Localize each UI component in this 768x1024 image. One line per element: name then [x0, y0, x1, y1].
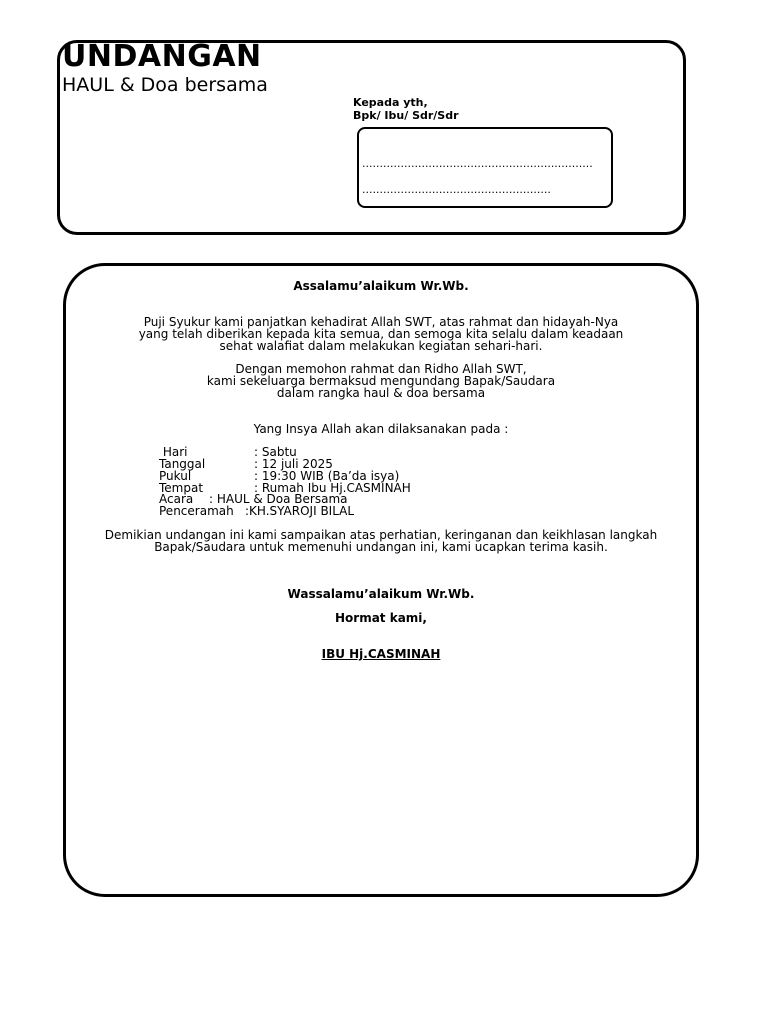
- event-intro: Yang Insya Allah akan dilaksanakan pada :: [253, 422, 509, 436]
- invitation-subtitle: HAUL & Doa bersama: [62, 74, 268, 96]
- detail-value-hari: : Sabtu: [254, 445, 297, 459]
- regards: Hormat kami,: [335, 611, 427, 625]
- para1-line1: Puji Syukur kami panjatkan kehadirat Allah SWT, atas rahmat dan hidayah-Nya: [143, 315, 619, 329]
- address-dotted-line-1: ..................................................................: [362, 157, 593, 170]
- detail-label-hari: Hari: [159, 445, 188, 459]
- detail-value-acara: : HAUL & Doa Bersama: [209, 492, 348, 506]
- recipient-label-line1: Kepada yth,: [353, 96, 428, 109]
- detail-label-tempat: Tempat: [159, 481, 204, 495]
- para1-line3: sehat walafiat dalam melakukan kegiatan sehari-hari.: [219, 339, 543, 353]
- detail-label-pukul: Pukul: [159, 469, 192, 483]
- para2-line3: dalam rangka haul & doa bersama: [276, 386, 486, 400]
- address-dotted-line-2: ......................................................: [362, 183, 551, 196]
- recipient-label-line2: Bpk/ Ibu/ Sdr/Sdr: [353, 109, 459, 122]
- detail-value-penceramah: :KH.SYAROJI BILAL: [245, 504, 355, 518]
- invitation-title: UNDANGAN: [62, 39, 262, 74]
- closing-greeting: Wassalamu’alaikum Wr.Wb.: [287, 587, 475, 601]
- detail-label-penceramah: Penceramah: [159, 504, 234, 518]
- recipient-label: [353, 96, 459, 122]
- signature-name: IBU Hj.CASMINAH: [321, 647, 441, 661]
- para1-line2: yang telah diberikan kepada kita semua, dan semoga kita selalu dalam keadaan: [138, 327, 624, 341]
- detail-label-acara: Acara: [159, 492, 194, 506]
- opening-greeting: Assalamu’alaikum Wr.Wb.: [293, 279, 469, 293]
- detail-value-tempat: : Rumah Ibu Hj.CASMINAH: [254, 481, 411, 495]
- detail-label-tanggal: Tanggal: [159, 457, 206, 471]
- letter-frame: [63, 263, 699, 897]
- detail-value-pukul: : 19:30 WIB (Ba’da isya): [254, 469, 400, 483]
- closing-line1: Demikian undangan ini kami sampaikan atas perhatian, keringanan dan keikhlasan langkah: [104, 528, 658, 542]
- closing-line2: Bapak/Saudara untuk memenuhi undangan ini, kami ucapkan terima kasih.: [154, 540, 608, 554]
- detail-value-tanggal: : 12 juli 2025: [254, 457, 333, 471]
- para2-line1: Dengan memohon rahmat dan Ridho Allah SWT,: [235, 362, 527, 376]
- para2-line2: kami sekeluarga bermaksud mengundang Bapak/Saudara: [206, 374, 556, 388]
